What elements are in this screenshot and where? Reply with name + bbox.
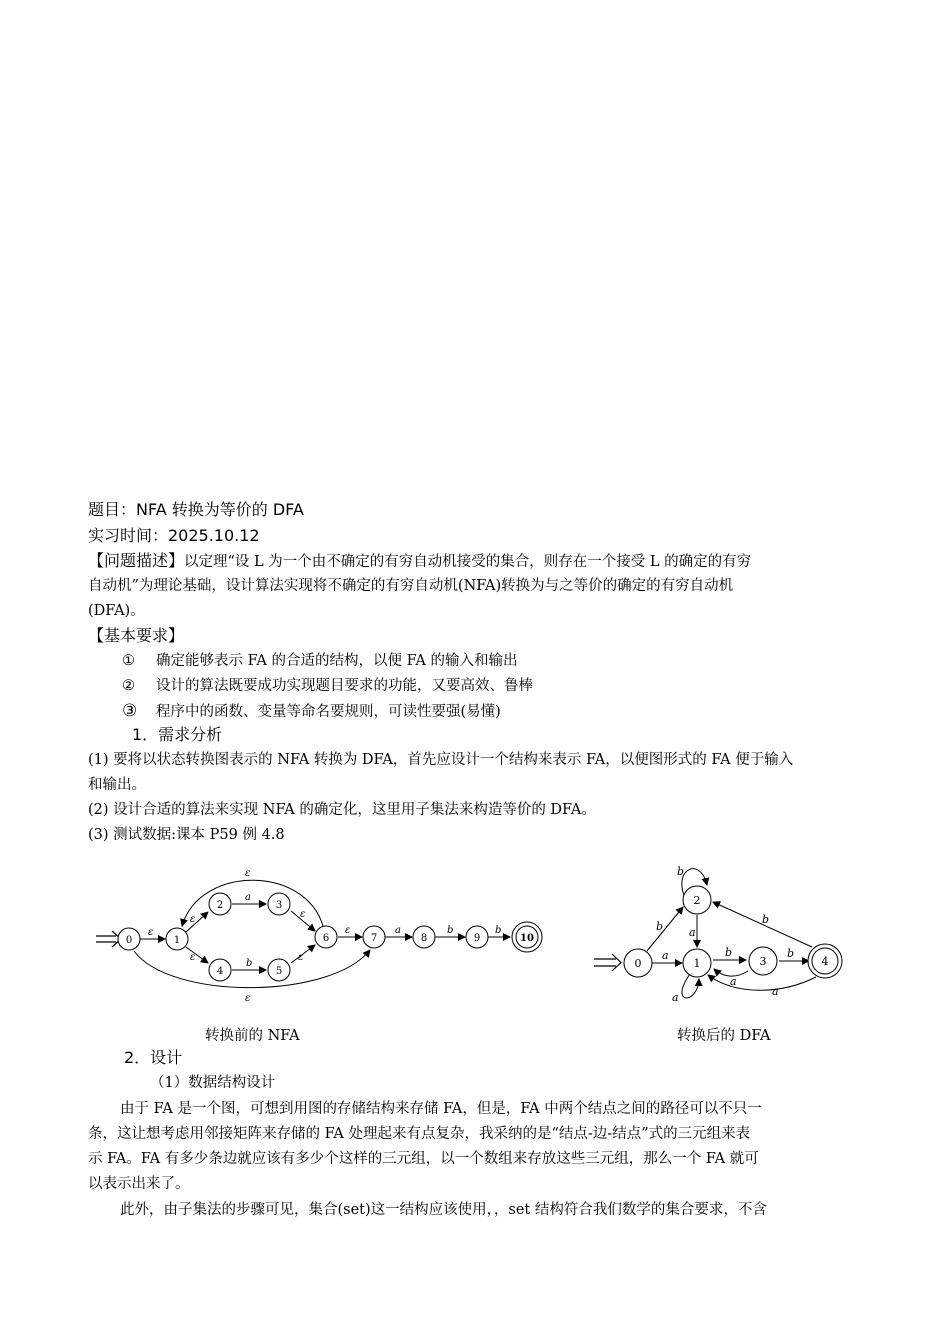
svg-text:2: 2 [216, 900, 224, 911]
requirement-text: 程序中的函数、变量等命名要规则，可读性要强(易懂) [156, 704, 501, 720]
nfa-edge-label: ε [245, 993, 251, 1004]
requirement-mark: ③ [122, 701, 138, 721]
requirement-item-2 [122, 676, 533, 696]
description-line-1 [88, 551, 751, 572]
svg-text:0: 0 [125, 935, 133, 946]
nfa-state [268, 893, 290, 915]
dfa-edge-label: b [762, 913, 770, 926]
nfa-state [413, 926, 435, 948]
requirement-mark: ② [122, 678, 135, 694]
subsection-heading: （1）数据结构设计 [150, 1075, 276, 1091]
svg-text:7: 7 [370, 933, 378, 944]
section-2-heading: 2．设计 [124, 1048, 183, 1067]
svg-text:6: 6 [322, 933, 330, 944]
description-line-2: 自动机”为理论基础，设计算法实现将不确定的有穷自动机(NFA)转换为与之等价的确定的有穷自动机 [88, 578, 734, 594]
dfa-edge [682, 974, 699, 998]
svg-text:1: 1 [693, 957, 701, 970]
nfa-edge-label: ε [148, 927, 154, 938]
svg-text:1: 1 [173, 935, 181, 946]
paragraph-1-line-4: 以表示出来了。 [88, 1176, 190, 1192]
nfa-state [466, 926, 488, 948]
dfa-edge-label: b [787, 947, 795, 960]
svg-text:4: 4 [821, 955, 829, 968]
svg-text:10: 10 [520, 933, 534, 944]
nfa-state [166, 928, 188, 950]
nfa-caption: 转换前的 NFA [205, 1028, 300, 1044]
dfa-edge-label: a [662, 949, 669, 962]
svg-text:5: 5 [275, 966, 283, 977]
requirement-mark: ① [122, 653, 135, 669]
doc-title: 题目：NFA 转换为等价的 DFA [88, 500, 304, 519]
dfa-edge-label: b [677, 865, 685, 878]
nfa-edge-label: ε [345, 925, 351, 936]
nfa-edge-label: b [246, 958, 253, 969]
nfa-edge-label: ε [300, 909, 306, 920]
nfa-edge-label: ε [298, 952, 304, 963]
dfa-edge-label: b [656, 920, 664, 933]
paragraph-1-line-3: 示 FA。FA 有多少条边就应该有多少个这样的三元组，以一个数组来存放这些三元组，那么一个 FA 就可 [88, 1151, 759, 1167]
dfa-state [749, 947, 777, 975]
requirement-item-3 [122, 701, 501, 722]
requirement-item-1 [122, 651, 517, 671]
nfa-state [315, 926, 337, 948]
nfa-state [363, 926, 385, 948]
dfa-edge-label: a [689, 926, 696, 939]
dfa-edge-label: a [772, 985, 779, 998]
analysis-line-4: (3) 测试数据:课本 P59 例 4.8 [88, 827, 285, 843]
svg-text:2: 2 [693, 894, 701, 907]
description-label: 【问题描述】 [88, 551, 185, 570]
requirements-label: 【基本要求】 [88, 626, 185, 645]
nfa-edge-label: a [245, 892, 251, 903]
dfa-state [683, 886, 711, 914]
paragraph-1-line-1: 由于 FA 是一个图，可想到用图的存储结构来存储 FA，但是，FA 中两个结点之间的路径可以不只一 [120, 1101, 762, 1117]
dfa-edge-label: a [730, 975, 737, 988]
nfa-final-state [512, 922, 542, 952]
dfa-edge-label: a [672, 991, 679, 1004]
practice-time: 实习时间：2025.10.12 [88, 526, 260, 545]
dfa-edge [647, 907, 683, 951]
section-1-heading: 1．需求分析 [132, 725, 223, 744]
nfa-edge-label: ε [190, 952, 196, 963]
svg-text:0: 0 [634, 957, 642, 970]
dfa-edge [708, 975, 816, 990]
nfa-edge-label: b [447, 925, 454, 936]
dfa-final-state [808, 944, 842, 978]
dfa-state [683, 949, 711, 977]
nfa-diagram [90, 860, 560, 1010]
nfa-edge-label: ε [245, 868, 251, 879]
dfa-diagram [590, 855, 860, 1010]
dfa-state [624, 949, 652, 977]
start-arrow-icon [96, 931, 121, 947]
svg-text:4: 4 [216, 966, 224, 977]
svg-text:3: 3 [275, 900, 283, 911]
nfa-state [209, 959, 231, 981]
requirement-text: 设计的算法既要成功实现题目要求的功能，又要高效、鲁棒 [156, 678, 533, 694]
description-line-3: (DFA)。 [88, 603, 145, 619]
paragraph-1-line-2: 条，这让想考虑用邻接矩阵来存储的 FA 处理起来有点复杂，我采纳的是“结点-边-结点”式的三元组来表 [88, 1126, 751, 1142]
start-arrow-icon [594, 954, 621, 971]
nfa-edge-label: ε [190, 914, 196, 925]
analysis-line-3: (2) 设计合适的算法来实现 NFA 的确定化，这里用子集法来构造等价的 DFA。 [88, 802, 596, 818]
paragraph-2-line-1: 此外，由子集法的步骤可见，集合(set)这一结构应该使用，，set 结构符合我们数学的集合要求，不含 [120, 1202, 767, 1218]
analysis-line-1: (1) 要将以状态转换图表示的 NFA 转换为 DFA，首先应设计一个结构来表示 FA，以便图形式的 FA 便于输入 [88, 752, 794, 768]
dfa-edge-label: b [725, 946, 733, 959]
analysis-line-2: 和输出。 [88, 777, 146, 793]
nfa-state [209, 893, 231, 915]
svg-text:8: 8 [420, 933, 428, 944]
nfa-edge-label: a [395, 925, 401, 936]
dfa-caption: 转换后的 DFA [677, 1028, 771, 1044]
nfa-state [118, 928, 140, 950]
svg-text:3: 3 [759, 955, 767, 968]
nfa-edge-label: b [495, 925, 502, 936]
description-text-1: 以定理“设 L 为一个由不确定的有穷自动机接受的集合，则存在一个接受 L 的确定的有穷 [184, 554, 752, 570]
svg-text:9: 9 [473, 933, 481, 944]
nfa-state [268, 959, 290, 981]
requirement-text: 确定能够表示 FA 的合适的结构，以便 FA 的输入和输出 [156, 653, 518, 669]
